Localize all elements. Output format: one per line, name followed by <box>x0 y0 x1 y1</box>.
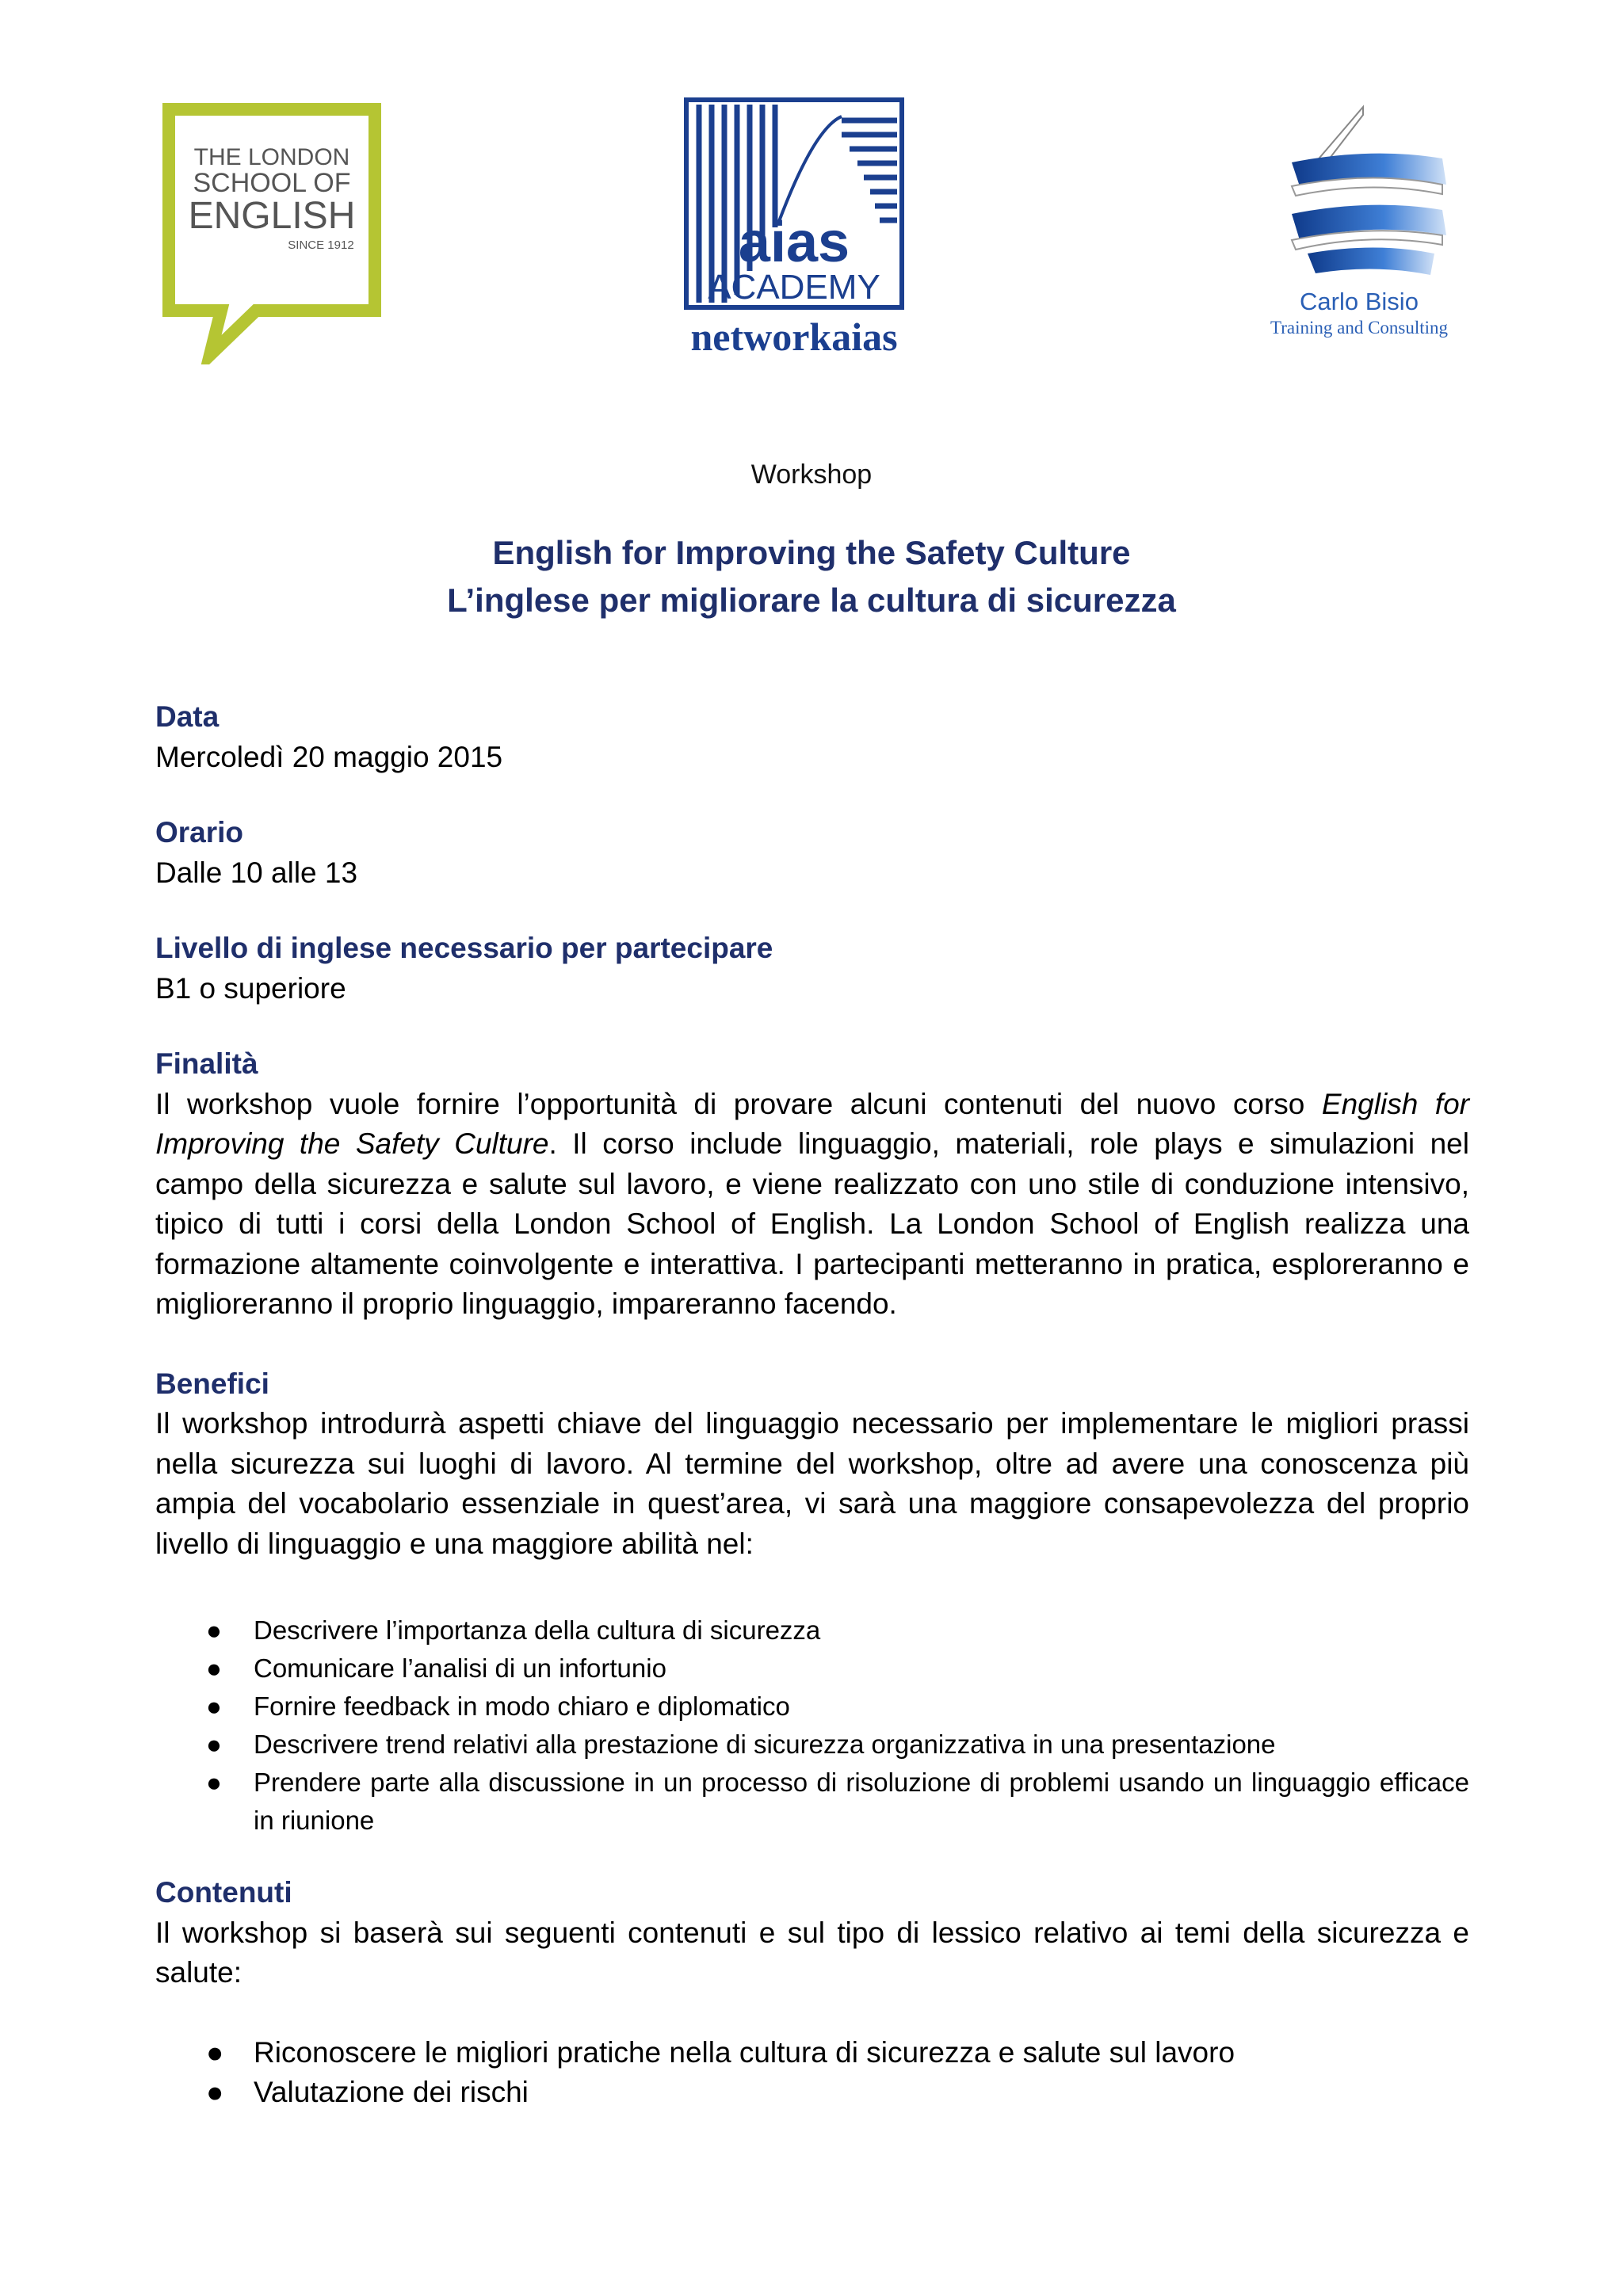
section-heading: Data <box>155 700 220 733</box>
london-school-of-english-logo <box>162 103 384 364</box>
section-data <box>155 697 1469 777</box>
section-heading: Livello di inglese necessario per partecipare <box>155 932 773 964</box>
section-heading: Contenuti <box>155 1876 292 1909</box>
title-italian: L’inglese per migliorare la cultura di sicurezza <box>447 582 1176 619</box>
header-logos <box>0 87 1623 380</box>
section-text: Mercoledì 20 maggio 2015 <box>155 740 503 773</box>
section-text: B1 o superiore <box>155 971 346 1005</box>
section-heading: Benefici <box>155 1367 269 1400</box>
list-item <box>155 1611 1469 1650</box>
lse-logo-graphic <box>162 103 384 364</box>
benefici-paragraph: Il workshop introdurrà aspetti chiave del linguaggio necessario per implementare le migliori prassi nella sicurezza sui luoghi di lavoro. Al termine del workshop, oltre ad avere una conoscenza più ampia del vocabolario essenziale in quest’area, vi sarà una maggiore consapevolezza del proprio livello di linguaggio e una maggiore abilità nel: <box>155 1407 1469 1560</box>
document-body <box>155 697 1469 2148</box>
list-item-text: Descrivere trend relativi alla prestazione di sicurezza organizzativa in una presentazione <box>254 1730 1276 1759</box>
bullet-icon: ● <box>206 1730 222 1759</box>
title-english: English for Improving the Safety Culture <box>492 534 1131 571</box>
section-livello <box>155 929 1469 1009</box>
section-orario <box>155 813 1469 893</box>
list-item <box>155 1764 1469 1840</box>
list-item-text: Descrivere l’importanza della cultura di sicurezza <box>254 1615 821 1645</box>
contenuti-list <box>155 2033 1469 2112</box>
lse-line1: THE LONDON <box>193 144 350 170</box>
lse-line3: ENGLISH <box>188 195 356 237</box>
lse-line4: SINCE 1912 <box>288 238 354 252</box>
section-benefici <box>155 1364 1469 1840</box>
aias-line1: aias <box>738 211 850 274</box>
bisio-tagline: Training and Consulting <box>1270 318 1449 338</box>
benefici-list <box>155 1611 1469 1840</box>
course-title-italic: English for Improving the Safety Culture <box>155 1087 1469 1160</box>
section-heading: Orario <box>155 816 244 849</box>
bullet-icon: ● <box>206 1615 222 1645</box>
bullet-icon: ● <box>206 1653 222 1683</box>
finalita-text-2: . Il corso include linguaggio, materiali, role plays e simulazioni nel campo della sicurezza e salute sul lavoro, e viene realizzato con uno stile di conduzione intensivo, tipico di tutti i corsi della London School of English. La London School of English realizza una formazione altamente coinvolgente e interattiva. I partecipanti metteranno in pratica, esploreranno e miglioreranno il proprio linguaggio, impareranno facendo. <box>155 1127 1469 1320</box>
list-item-text: Valutazione dei rischi <box>254 2075 529 2108</box>
bullet-icon: ● <box>206 1691 222 1721</box>
contenuti-paragraph: Il workshop si baserà sui seguenti contenuti e sul tipo di lessico relativo ai temi della sicurezza e salute: <box>155 1916 1469 1989</box>
list-item <box>155 1650 1469 1688</box>
section-heading: Finalità <box>155 1047 258 1080</box>
bisio-name: Carlo Bisio <box>1300 288 1419 315</box>
list-item <box>155 2033 1469 2073</box>
bisio-logo-graphic <box>1244 91 1474 353</box>
section-text: Dalle 10 alle 13 <box>155 856 358 889</box>
list-item-text: Prendere parte alla discussione in un processo di risoluzione di problemi usando un linguaggio efficace in riunione <box>254 1768 1469 1835</box>
carlo-bisio-logo <box>1244 91 1474 353</box>
list-item <box>155 1726 1469 1764</box>
page-title <box>0 529 1623 624</box>
aias-line3: networkaias <box>690 315 898 359</box>
section-contenuti <box>155 1873 1469 2112</box>
workshop-kicker: Workshop <box>750 460 873 490</box>
lse-line2: SCHOOL OF <box>193 168 351 198</box>
aias-academy-logo <box>683 97 905 362</box>
finalita-paragraph <box>155 1085 1469 1325</box>
list-item-text: Comunicare l’analisi di un infortunio <box>254 1653 666 1683</box>
section-finalita <box>155 1044 1469 1325</box>
list-item <box>155 1688 1469 1726</box>
bullet-icon: ● <box>206 2035 224 2069</box>
bullet-icon: ● <box>206 2075 224 2108</box>
list-item-text: Riconoscere le migliori pratiche nella cultura di sicurezza e salute sul lavoro <box>254 2035 1235 2069</box>
list-item <box>155 2073 1469 2112</box>
finalita-text-1: Il workshop vuole fornire l’opportunità di provare alcuni contenuti del nuovo corso <box>155 1087 1322 1120</box>
aias-line2: ACADEMY <box>708 268 880 307</box>
bullet-icon: ● <box>206 1768 222 1797</box>
aias-logo-graphic <box>683 97 905 362</box>
list-item-text: Fornire feedback in modo chiaro e diplomatico <box>254 1691 790 1721</box>
